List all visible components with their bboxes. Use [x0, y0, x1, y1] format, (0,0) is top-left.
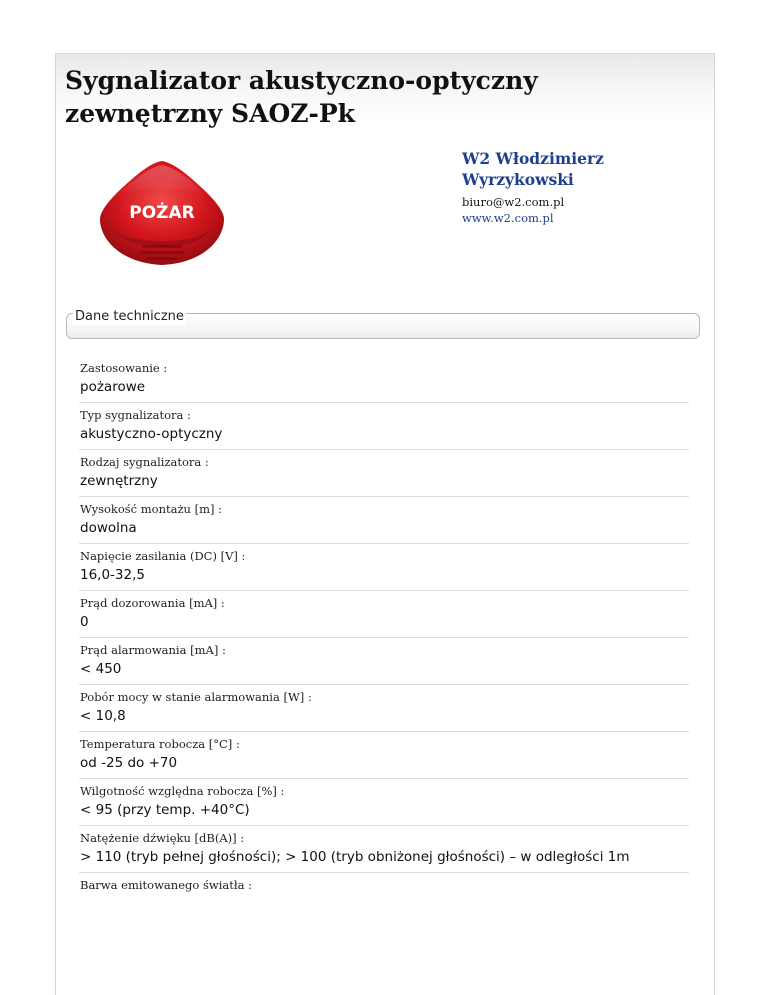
spec-label: Zastosowanie : [80, 361, 168, 375]
spec-value: 0 [80, 614, 89, 630]
product-page [55, 53, 715, 995]
spec-value: > 110 (tryb pełnej głośności); > 100 (tryb obniżonej głośności) – w odległości 1m [80, 849, 630, 865]
spec-item [79, 591, 689, 638]
company-email: biuro@w2.com.pl [462, 195, 565, 209]
spec-value: pożarowe [80, 379, 146, 395]
spec-label: Natężenie dźwięku [dB(A)] : [80, 831, 245, 845]
spec-item [79, 873, 689, 901]
spec-value: 16,0-32,5 [80, 567, 145, 583]
spec-label: Napięcie zasilania (DC) [V] : [80, 549, 246, 563]
spec-label: Prąd alarmowania [mA] : [80, 643, 226, 657]
page-title: Sygnalizator akustyczno-optyczny zewnętrzny SAOZ-Pk [65, 66, 538, 128]
spec-item [79, 638, 689, 685]
spec-value: zewnętrzny [80, 473, 158, 489]
spec-label: Prąd dozorowania [mA] : [80, 596, 225, 610]
spec-label: Barwa emitowanego światła : [80, 878, 252, 892]
spec-value: < 10,8 [80, 708, 126, 724]
spec-label: Temperatura robocza [°C] : [80, 737, 240, 751]
spec-item [79, 544, 689, 591]
spec-value: < 450 [80, 661, 122, 677]
spec-label: Wysokość montażu [m] : [80, 502, 223, 516]
spec-item [79, 779, 689, 826]
company-contact [462, 148, 702, 226]
spec-list [79, 356, 689, 901]
spec-value: < 95 (przy temp. +40°C) [80, 802, 250, 818]
spec-label: Pobór mocy w stanie alarmowania [W] : [80, 690, 312, 704]
spec-item [79, 403, 689, 450]
signal-badge-text: POŻAR [129, 203, 195, 223]
spec-item [79, 356, 689, 403]
spec-value: od -25 do +70 [80, 755, 178, 771]
spec-label: Wilgotność względna robocza [%] : [80, 784, 285, 798]
spec-item [79, 497, 689, 544]
spec-item [79, 732, 689, 779]
section-title: Dane techniczne [75, 309, 184, 324]
spec-item [79, 826, 689, 873]
product-image [96, 157, 228, 269]
spec-item [79, 685, 689, 732]
spec-value: dowolna [80, 520, 137, 536]
section-header-technical-data [66, 309, 700, 339]
spec-label: Typ sygnalizatora : [80, 408, 191, 422]
spec-value: akustyczno-optyczny [80, 426, 223, 442]
company-name: W2 Włodzimierz Wyrzykowski [462, 149, 604, 189]
signal-speaker-grille [140, 245, 184, 260]
company-website-link[interactable]: www.w2.com.pl [462, 211, 554, 225]
spec-item [79, 450, 689, 497]
spec-label: Rodzaj sygnalizatora : [80, 455, 209, 469]
